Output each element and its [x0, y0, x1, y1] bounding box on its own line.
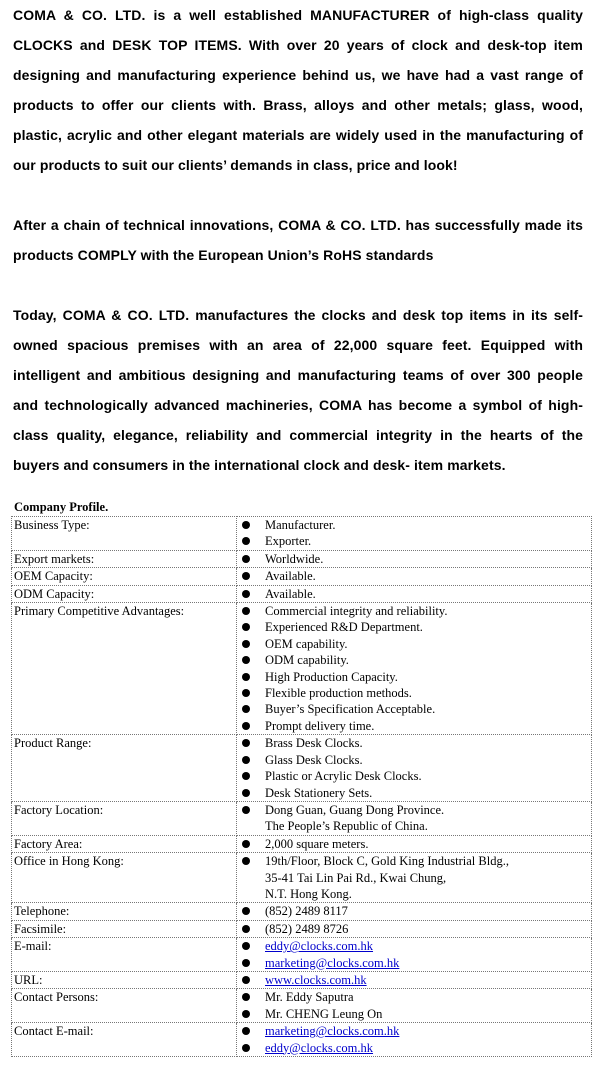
- bullet-dot-icon: [242, 572, 250, 580]
- bullet-text: Experienced R&D Department.: [265, 620, 423, 635]
- contact-link[interactable]: eddy@clocks.com.hk: [265, 939, 374, 954]
- bullet-text: Exporter.: [265, 534, 312, 549]
- bullet-dot-icon: [242, 789, 250, 797]
- bullet-text: High Production Capacity.: [265, 669, 398, 684]
- bullet-item: [239, 785, 589, 801]
- bullet-list: [239, 586, 589, 602]
- paragraph-gap: [13, 270, 583, 300]
- bullet-list: [239, 836, 589, 852]
- bullet-list: [239, 989, 589, 1022]
- bullet-list: [239, 853, 589, 902]
- profile-row: [12, 1023, 592, 1057]
- bullet-text: 2,000 square meters.: [265, 836, 369, 851]
- bullet-list: [239, 735, 589, 801]
- profile-row: [12, 517, 592, 551]
- bullet-list: [239, 1023, 589, 1056]
- profile-row-label: ODM Capacity:: [12, 585, 237, 602]
- profile-row-label: Business Type:: [12, 517, 237, 551]
- profile-row: [12, 585, 592, 602]
- bullet-text: ODM capability.: [265, 653, 349, 668]
- bullet-text: Plastic or Acrylic Desk Clocks.: [265, 769, 422, 784]
- bullet-item: [239, 955, 589, 971]
- bullet-item: [239, 768, 589, 784]
- bullet-continuation: 35-41 Tai Lin Pai Rd., Kwai Chung,: [265, 870, 447, 885]
- bullet-dot-icon: [242, 623, 250, 631]
- profile-row: [12, 938, 592, 972]
- profile-row-label: Contact Persons:: [12, 989, 237, 1023]
- bullet-text: (852) 2489 8117: [265, 904, 348, 919]
- bullet-item: [239, 685, 589, 701]
- profile-row-value: [237, 920, 592, 937]
- bullet-item: [239, 1040, 589, 1056]
- bullet-list: [239, 903, 589, 919]
- profile-row-value: [237, 603, 592, 735]
- bullet-list: [239, 972, 589, 988]
- bullet-item: [239, 989, 589, 1005]
- profile-row: [12, 989, 592, 1023]
- company-profile: [11, 498, 592, 1057]
- bullet-item: [239, 551, 589, 567]
- profile-row: [12, 801, 592, 835]
- bullet-text: Manufacturer.: [265, 518, 336, 532]
- profile-row-value: [237, 550, 592, 567]
- contact-link[interactable]: marketing@clocks.com.hk: [265, 955, 400, 970]
- bullet-item: [239, 752, 589, 768]
- bullet-text: Desk Stationery Sets.: [265, 785, 373, 800]
- bullet-continuation: N.T. Hong Kong.: [265, 886, 352, 901]
- paragraph-gap: [13, 180, 583, 210]
- bullet-list: [239, 938, 589, 971]
- bullet-item: [239, 718, 589, 734]
- bullet-item: [239, 603, 589, 619]
- bullet-dot-icon: [242, 739, 250, 747]
- bullet-text: Mr. Eddy Saputra: [265, 990, 354, 1005]
- bullet-text: Available.: [265, 586, 316, 601]
- profile-row-value: [237, 835, 592, 852]
- bullet-item: [239, 619, 589, 635]
- bullet-text: Buyer’s Specification Acceptable.: [265, 702, 436, 717]
- bullet-text: Dong Guan, Guang Dong Province.: [265, 802, 445, 817]
- bullet-dot-icon: [242, 806, 250, 814]
- bullet-list: [239, 921, 589, 937]
- profile-row-label: Contact E-mail:: [12, 1023, 237, 1057]
- bullet-dot-icon: [242, 925, 250, 933]
- profile-row-value: [237, 735, 592, 802]
- bullet-dot-icon: [242, 656, 250, 664]
- bullet-item: [239, 735, 589, 751]
- bullet-dot-icon: [242, 590, 250, 598]
- profile-row-value: [237, 1023, 592, 1057]
- bullet-item: [239, 938, 589, 954]
- bullet-text: Available.: [265, 569, 316, 584]
- bullet-dot-icon: [242, 607, 250, 615]
- bullet-dot-icon: [242, 1027, 250, 1035]
- profile-row: [12, 603, 592, 735]
- bullet-item: [239, 533, 589, 549]
- profile-row-label: Factory Location:: [12, 801, 237, 835]
- bullet-text: OEM capability.: [265, 636, 348, 651]
- bullet-dot-icon: [242, 537, 250, 545]
- intro-paragraph-1: COMA & CO. LTD. is a well established MANUFACTURER of high-class quality CLOCKS and DESK TOP ITEMS. With over 20 years of clock and desk-top item designing and manufacturing experience behind us, we have had a vast range of products to offer our clients with. Brass, alloys and other metals; glass, wood, plastic, acrylic and other elegant materials are widely used in the manufacturing of our products to suit our clients’ demands in class, price and look!: [13, 7, 583, 173]
- profile-title: Company Profile.: [14, 500, 109, 514]
- profile-row: [12, 971, 592, 988]
- bullet-dot-icon: [242, 640, 250, 648]
- profile-row-value: [237, 903, 592, 920]
- profile-row-label: Product Range:: [12, 735, 237, 802]
- profile-row-label: Office in Hong Kong:: [12, 853, 237, 903]
- bullet-dot-icon: [242, 840, 250, 848]
- contact-link[interactable]: www.clocks.com.hk: [265, 972, 367, 987]
- bullet-item: [239, 517, 589, 533]
- bullet-list: [239, 517, 589, 550]
- intro-paragraph-2: After a chain of technical innovations, COMA & CO. LTD. has successfully made its products COMPLY with the European Union’s RoHS standards: [13, 217, 583, 263]
- profile-row-value: [237, 517, 592, 551]
- bullet-continuation: The People’s Republic of China.: [265, 819, 428, 834]
- profile-row: [12, 903, 592, 920]
- bullet-item: [239, 972, 589, 988]
- profile-row-label: Export markets:: [12, 550, 237, 567]
- profile-row: [12, 853, 592, 903]
- bullet-dot-icon: [242, 907, 250, 915]
- bullet-text: Worldwide.: [265, 551, 324, 566]
- bullet-dot-icon: [242, 689, 250, 697]
- bullet-text: Mr. CHENG Leung On: [265, 1006, 383, 1021]
- bullet-list: [239, 802, 589, 835]
- profile-row: [12, 550, 592, 567]
- profile-row-label: OEM Capacity:: [12, 568, 237, 585]
- bullet-item: [239, 1006, 589, 1022]
- bullet-dot-icon: [242, 976, 250, 984]
- intro-text: [13, 0, 583, 480]
- bullet-dot-icon: [242, 555, 250, 563]
- bullet-item: [239, 568, 589, 584]
- bullet-dot-icon: [242, 959, 250, 967]
- bullet-list: [239, 551, 589, 567]
- profile-row-value: [237, 585, 592, 602]
- profile-row-label: Telephone:: [12, 903, 237, 920]
- profile-row-label: E-mail:: [12, 938, 237, 972]
- profile-row-value: [237, 938, 592, 972]
- bullet-item: [239, 802, 589, 835]
- profile-row-value: [237, 568, 592, 585]
- bullet-dot-icon: [242, 722, 250, 730]
- bullet-text: Brass Desk Clocks.: [265, 736, 363, 751]
- bullet-item: [239, 586, 589, 602]
- bullet-dot-icon: [242, 772, 250, 780]
- profile-row-label: Primary Competitive Advantages:: [12, 603, 237, 735]
- bullet-dot-icon: [242, 1010, 250, 1018]
- profile-row: [12, 568, 592, 585]
- profile-row-label: URL:: [12, 971, 237, 988]
- bullet-text: Prompt delivery time.: [265, 718, 375, 733]
- bullet-dot-icon: [242, 705, 250, 713]
- bullet-text: (852) 2489 8726: [265, 921, 349, 936]
- bullet-list: [239, 603, 589, 734]
- bullet-item: [239, 853, 589, 902]
- bullet-item: [239, 1023, 589, 1039]
- contact-link[interactable]: marketing@clocks.com.hk: [265, 1024, 400, 1039]
- contact-link[interactable]: eddy@clocks.com.hk: [265, 1040, 374, 1055]
- profile-row: [12, 835, 592, 852]
- bullet-dot-icon: [242, 756, 250, 764]
- bullet-text: Glass Desk Clocks.: [265, 752, 363, 767]
- bullet-dot-icon: [242, 673, 250, 681]
- bullet-item: [239, 636, 589, 652]
- bullet-item: [239, 921, 589, 937]
- bullet-dot-icon: [242, 857, 250, 865]
- bullet-text: Commercial integrity and reliability.: [265, 604, 448, 619]
- profile-row-label: Facsimile:: [12, 920, 237, 937]
- profile-row-value: [237, 801, 592, 835]
- bullet-item: [239, 701, 589, 717]
- bullet-text: Flexible production methods.: [265, 686, 412, 701]
- bullet-dot-icon: [242, 942, 250, 950]
- profile-row: [12, 735, 592, 802]
- bullet-item: [239, 903, 589, 919]
- bullet-text: 19th/Floor, Block C, Gold King Industrial Bldg.,: [265, 854, 509, 869]
- bullet-dot-icon: [242, 521, 250, 529]
- bullet-dot-icon: [242, 993, 250, 1001]
- bullet-dot-icon: [242, 1044, 250, 1052]
- profile-row-value: [237, 989, 592, 1023]
- profile-row: [12, 920, 592, 937]
- bullet-item: [239, 652, 589, 668]
- profile-row-value: [237, 853, 592, 903]
- profile-row-label: Factory Area:: [12, 835, 237, 852]
- bullet-item: [239, 836, 589, 852]
- bullet-list: [239, 568, 589, 584]
- profile-table: [11, 516, 592, 1057]
- profile-row-value: [237, 971, 592, 988]
- intro-paragraph-3: Today, COMA & CO. LTD. manufactures the clocks and desk top items in its self-owned spacious premises with an area of 22,000 square feet. Equipped with intelligent and ambitious designing and manufacturing teams of over 300 people and technologically advanced machineries, COMA has become a symbol of high-class quality, elegance, reliability and commercial integrity in the hearts of the buyers and consumers in the international clock and desk- item markets.: [13, 307, 583, 473]
- bullet-item: [239, 669, 589, 685]
